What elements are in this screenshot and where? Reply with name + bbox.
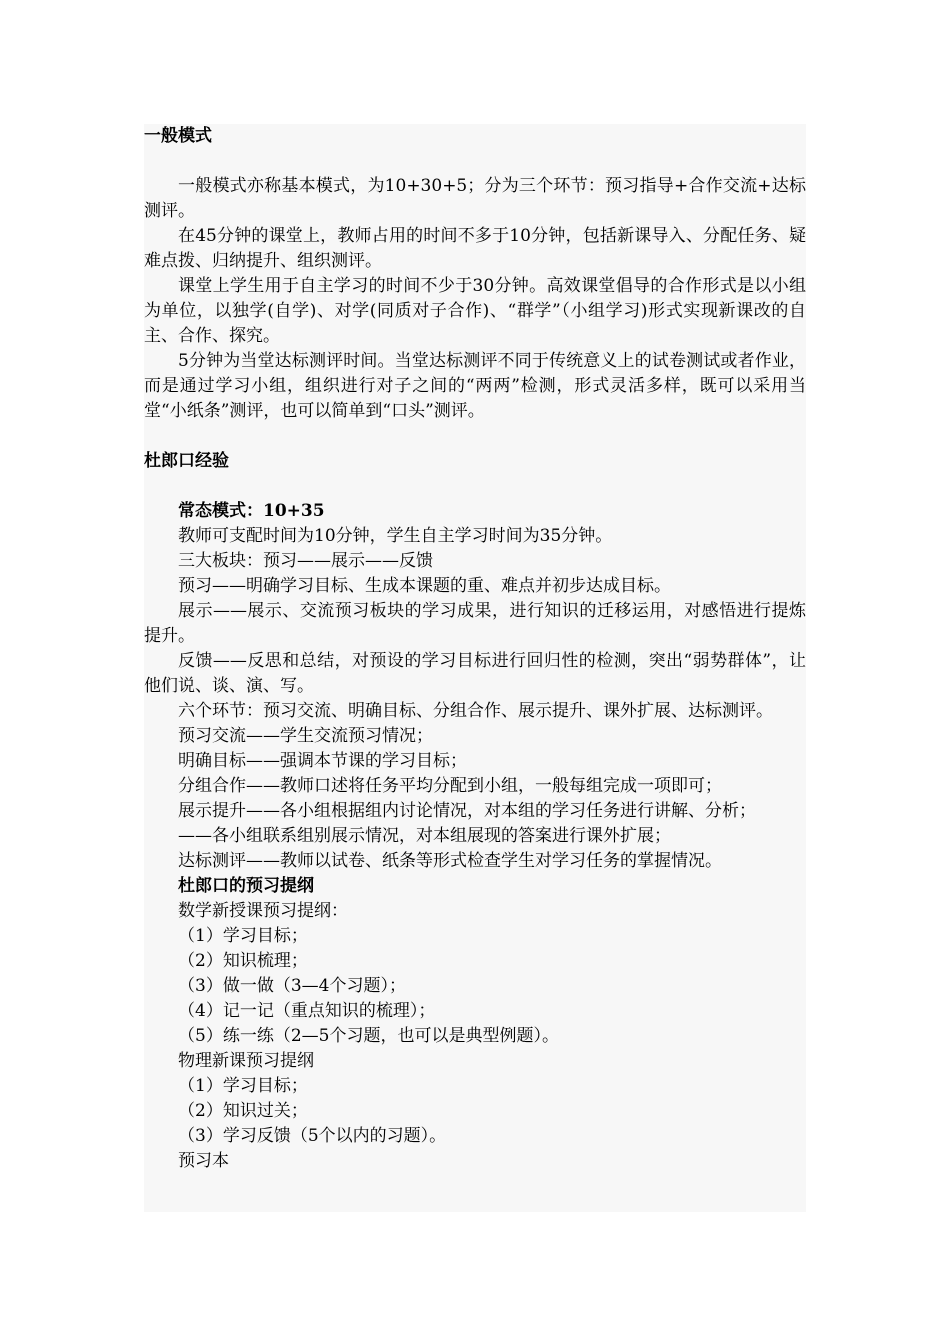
paragraph: 一般模式亦称基本模式，为10+30+5；分为三个环节：预习指导+合作交流+达标测评。 bbox=[144, 176, 806, 221]
document-body bbox=[144, 124, 806, 1174]
list-item: （4）记一记（重点知识的梳理）； bbox=[178, 1001, 436, 1021]
paragraph: 六个环节：预习交流、明确目标、分组合作、展示提升、课外扩展、达标测评。 bbox=[178, 701, 773, 721]
paragraph: 展示——展示、交流预习板块的学习成果，进行知识的迁移运用，对感悟进行提炼提升。 bbox=[144, 601, 806, 646]
list-item: （1）学习目标； bbox=[178, 926, 308, 946]
paragraph: 明确目标——强调本节课的学习目标； bbox=[178, 751, 467, 771]
last-line: 预习本 bbox=[178, 1151, 229, 1171]
paragraph: 展示提升——各小组根据组内讨论情况，对本组的学习任务进行讲解、分析； bbox=[178, 801, 756, 821]
list-item: （2）知识过关； bbox=[178, 1101, 308, 1121]
paragraph: 反馈——反思和总结，对预设的学习目标进行回归性的检测，突出“弱势群体”，让他们说、谈、演、写。 bbox=[144, 651, 806, 696]
paragraph: 在45分钟的课堂上，教师占用的时间不多于10分钟，包括新课导入、分配任务、疑难点拨、归纳提升、组织测评。 bbox=[144, 226, 806, 271]
list-item: （5）练一练（2—5个习题，也可以是典型例题）。 bbox=[178, 1026, 559, 1046]
section-title-dulangkou: 杜郎口经验 bbox=[144, 451, 229, 471]
physics-outline-title: 物理新课预习提纲 bbox=[178, 1051, 314, 1071]
paragraph: 分组合作——教师口述将任务平均分配到小组，一般每组完成一项即可； bbox=[178, 776, 722, 796]
paragraph: 课堂上学生用于自主学习的时间不少于30分钟。高效课堂倡导的合作形式是以小组为单位，以独学(自学)、对学(同质对子合作)、“群学”（小组学习)形式实现新课改的自主、合作、探究。 bbox=[144, 276, 806, 346]
paragraph: 达标测评——教师以试卷、纸条等形式检查学生对学习任务的掌握情况。 bbox=[178, 851, 722, 871]
paragraph: ——各小组联系组别展示情况，对本组展现的答案进行课外扩展； bbox=[178, 826, 671, 846]
list-item: （3）做一做（3—4个习题）； bbox=[178, 976, 406, 996]
list-item: （2）知识梳理； bbox=[178, 951, 308, 971]
normal-mode-title: 常态模式：10+35 bbox=[178, 501, 325, 521]
paragraph: 预习——明确学习目标、生成本课题的重、难点并初步达成目标。 bbox=[178, 576, 671, 596]
list-item: （3）学习反馈（5个以内的习题）。 bbox=[178, 1126, 447, 1146]
paragraph: 5分钟为当堂达标测评时间。当堂达标测评不同于传统意义上的试卷测试或者作业，而是通过学习小组，组织进行对子之间的“两两”检测，形式灵活多样，既可以采用当堂“小纸条”测评，也可以简单到“口头”测评。 bbox=[144, 351, 806, 421]
paragraph: 预习交流——学生交流预习情况； bbox=[178, 726, 433, 746]
paragraph: 三大板块：预习——展示——反馈 bbox=[178, 551, 433, 571]
paragraph: 教师可支配时间为10分钟，学生自主学习时间为35分钟。 bbox=[178, 526, 613, 546]
section-title-general-mode: 一般模式 bbox=[144, 126, 212, 146]
list-item: （1）学习目标； bbox=[178, 1076, 308, 1096]
math-outline-title: 数学新授课预习提纲： bbox=[178, 901, 348, 921]
outline-title: 杜郎口的预习提纲 bbox=[178, 876, 314, 896]
